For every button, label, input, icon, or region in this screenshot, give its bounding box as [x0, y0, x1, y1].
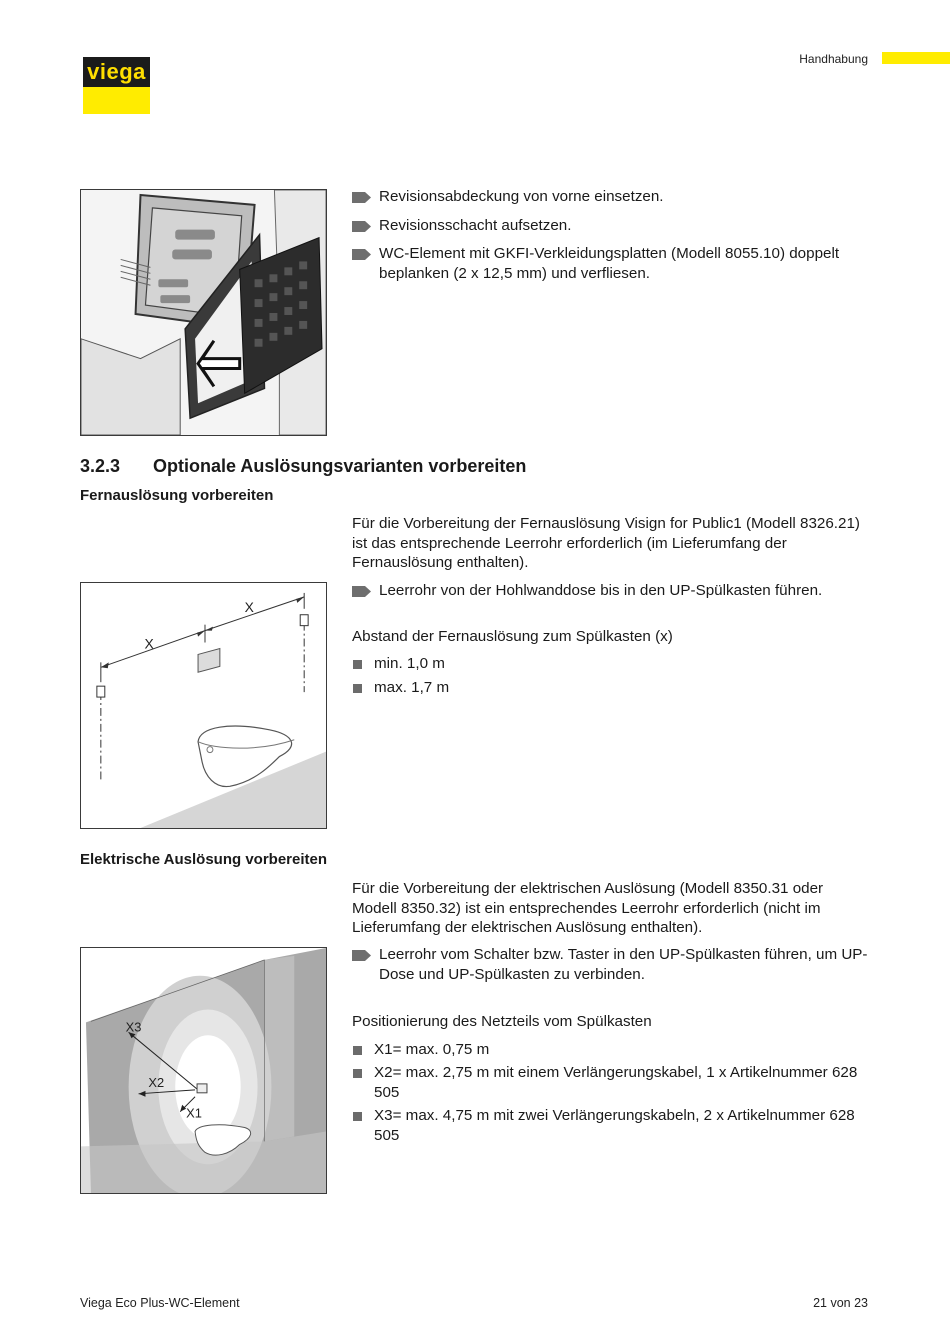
- step-item: [352, 216, 872, 236]
- revision-cover-illustration: [81, 190, 326, 435]
- step-text: Revisionsschacht aufsetzen.: [379, 216, 572, 234]
- bullet-square-icon: [353, 1112, 362, 1121]
- bullet-text: X2= max. 2,75 m mit einem Verlängerungskabel, 1 x Artikelnummer 628 505: [374, 1064, 858, 1101]
- bullet-square-icon: [353, 684, 362, 693]
- bullet-text: X1= max. 0,75 m: [374, 1040, 490, 1058]
- elektrisch-heading: Elektrische Auslösung vorbereiten: [80, 851, 328, 868]
- revision-steps: [352, 187, 872, 292]
- step-text: Leerrohr von der Hohlwanddose bis in den UP-Spülkasten führen.: [379, 582, 823, 599]
- bullet-square-icon: [353, 660, 362, 669]
- distance-label-x3: X3: [125, 1019, 142, 1035]
- step-arrow-icon: [352, 192, 371, 203]
- distance-label-x1: X1: [186, 1105, 202, 1121]
- logo-yellow-bar: [83, 87, 150, 114]
- figure-remote-flush: [80, 582, 327, 829]
- step-text: Leerrohr vom Schalter bzw. Taster in den UP-Spülkasten führen, um UP-Dose und UP-Spülkasten zu verbinden.: [379, 946, 868, 983]
- step-arrow-icon: [352, 249, 371, 260]
- distance-label-x-right: X: [244, 598, 254, 615]
- section-yellow-marker: [882, 52, 950, 64]
- elektrisch-intro: Für die Vorbereitung der elektrischen Auslösung (Modell 8350.31 oder Modell 8350.32) ist ein entsprechendes Leerrohr erforderlich (nicht im Lieferumfang der elektrischen Auslösung enthalten).: [352, 880, 824, 936]
- figure-revision-cover: [80, 189, 327, 436]
- step-text: WC-Element mit GKFI-Verkleidungsplatten (Modell 8055.10) doppelt beplanken (2 x 12,5 mm) und verfliesen.: [379, 245, 840, 282]
- bullet-text: max. 1,7 m: [374, 678, 450, 696]
- footer-page-number: 21 von 23: [813, 1296, 868, 1310]
- figure-electric-flush: [80, 947, 327, 1194]
- remote-flush-illustration: [81, 583, 326, 828]
- step-item: [352, 945, 872, 984]
- step-item: [352, 581, 872, 601]
- section-title: Optionale Auslösungsvarianten vorbereiten: [153, 456, 527, 476]
- bullet-item: [352, 1040, 872, 1060]
- logo-text: viega: [87, 59, 146, 84]
- step-arrow-icon: [352, 221, 371, 232]
- bullet-item: [352, 1106, 872, 1145]
- bullet-square-icon: [353, 1069, 362, 1078]
- bullet-item: [352, 654, 872, 674]
- fernausloesung-details: [352, 581, 872, 701]
- step-text: Revisionsabdeckung von vorne einsetzen.: [379, 188, 664, 205]
- bullet-square-icon: [353, 1046, 362, 1055]
- fernausloesung-heading: Fernauslösung vorbereiten: [80, 487, 274, 504]
- bullet-item: [352, 1063, 872, 1102]
- step-arrow-icon: [352, 586, 371, 597]
- bullet-item: [352, 678, 872, 698]
- distance-label-x-left: X: [144, 635, 154, 652]
- step-item: [352, 244, 872, 283]
- elektrisch-details: [352, 945, 872, 1149]
- bullet-text: min. 1,0 m: [374, 655, 445, 672]
- position-title: Positionierung des Netzteils vom Spülkasten: [352, 1013, 652, 1030]
- distance-title: Abstand der Fernauslösung zum Spülkasten (x): [352, 627, 673, 645]
- section-label: Handhabung: [799, 52, 868, 66]
- step-arrow-icon: [352, 950, 371, 961]
- viega-logo: [83, 57, 150, 87]
- fernausloesung-intro-block: [352, 514, 872, 579]
- distance-label-x2: X2: [148, 1074, 165, 1090]
- footer-product: Viega Eco Plus-WC-Element: [80, 1296, 240, 1310]
- step-item: [352, 187, 872, 207]
- fernausloesung-intro: Für die Vorbereitung der Fernauslösung Visign for Public1 (Modell 8326.21) ist das entsprechende Leerrohr erforderlich (im Lieferumfang der Fernauslösung enthalten).: [352, 515, 860, 571]
- section-heading: [80, 456, 526, 477]
- electric-flush-illustration: [81, 948, 326, 1193]
- elektrisch-intro-block: [352, 879, 872, 944]
- section-number: 3.2.3: [80, 456, 121, 476]
- bullet-text: X3= max. 4,75 m mit zwei Verlängerungskabeln, 2 x Artikelnummer 628 505: [374, 1107, 855, 1144]
